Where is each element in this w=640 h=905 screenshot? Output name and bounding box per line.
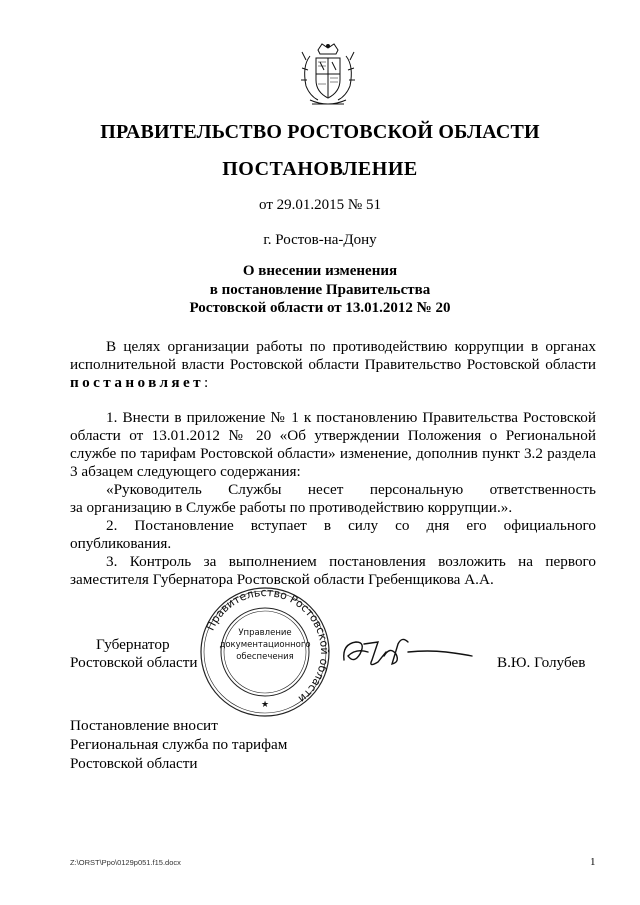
subject-line-1: О внесении изменения <box>242 263 398 279</box>
document-date-number: от 29.01.2015 № 51 <box>259 197 381 213</box>
quote-line-2: за организацию в Службе работы по противодействию коррупции.». <box>70 499 513 516</box>
preamble-decree <box>70 374 596 392</box>
file-path-reference: Z:\ORST\Ppo\0129p051.f15.docx <box>70 858 181 867</box>
item-2-line-2: опубликования. <box>70 535 172 552</box>
quote-line-1: «Руководитель Службы несет персональную ответственность <box>106 481 596 498</box>
item-1-line-1: 1. Внести в приложение № 1 к постановлению Правительства Ростовской <box>106 409 596 426</box>
item-3-line-2: заместителя Губернатора Ростовской области Гребенщикова А.А. <box>70 571 494 588</box>
subject-line-2: в постановление Правительства <box>209 282 431 298</box>
stamp-text-line-3: обеспечения <box>236 652 294 662</box>
item-3-line-1: 3. Контроль за выполнением постановления возложить на первого <box>106 553 596 570</box>
item-1-line-2: области от 13.01.2012 № 20 «Об утверждении Положения о Региональной <box>70 427 596 444</box>
stamp-ring-text: Правительство Ростовской области <box>203 585 332 706</box>
decree-colon: : <box>204 374 209 391</box>
signatory-position-line-1: Губернатор <box>96 636 170 653</box>
decree-word: постановляет <box>70 374 205 391</box>
official-stamp <box>198 585 332 719</box>
preamble-line-2: исполнительной власти Ростовской области Правительство Ростовской области <box>70 356 596 373</box>
document-type: ПОСТАНОВЛЕНИЕ <box>222 158 418 180</box>
introduced-by-line-2: Региональная служба по тарифам <box>70 736 288 753</box>
introduced-by-line-3: Ростовской области <box>70 755 198 772</box>
item-1-line-3: службе по тарифам Ростовской области» изменение, дополнив пункт 3.2 раздела <box>70 445 596 462</box>
handwritten-signature <box>338 630 478 674</box>
subject-line-3: Ростовской области от 13.01.2012 № 20 <box>189 300 451 316</box>
preamble-line-1: В целях организации работы по противодействию коррупции в органах <box>106 338 596 355</box>
document-city: г. Ростов-на-Дону <box>263 232 377 248</box>
page-number: 1 <box>590 856 596 868</box>
stamp-text-line-2: документационного <box>219 640 311 650</box>
organization-title: ПРАВИТЕЛЬСТВО РОСТОВСКОЙ ОБЛАСТИ <box>100 121 540 143</box>
signatory-position-line-2: Ростовской области <box>70 654 198 671</box>
stamp-text-line-1: Управление <box>238 628 292 638</box>
rostov-oblast-coat-of-arms-icon <box>296 40 360 110</box>
item-1-line-4: 3 абзацем следующего содержания: <box>70 463 301 480</box>
stamp-star-icon: ★ <box>260 699 270 709</box>
signatory-name: В.Ю. Голубев <box>497 654 586 671</box>
item-2-line-1: 2. Постановление вступает в силу со дня его официального <box>106 517 596 534</box>
introduced-by-line-1: Постановление вносит <box>70 717 218 734</box>
